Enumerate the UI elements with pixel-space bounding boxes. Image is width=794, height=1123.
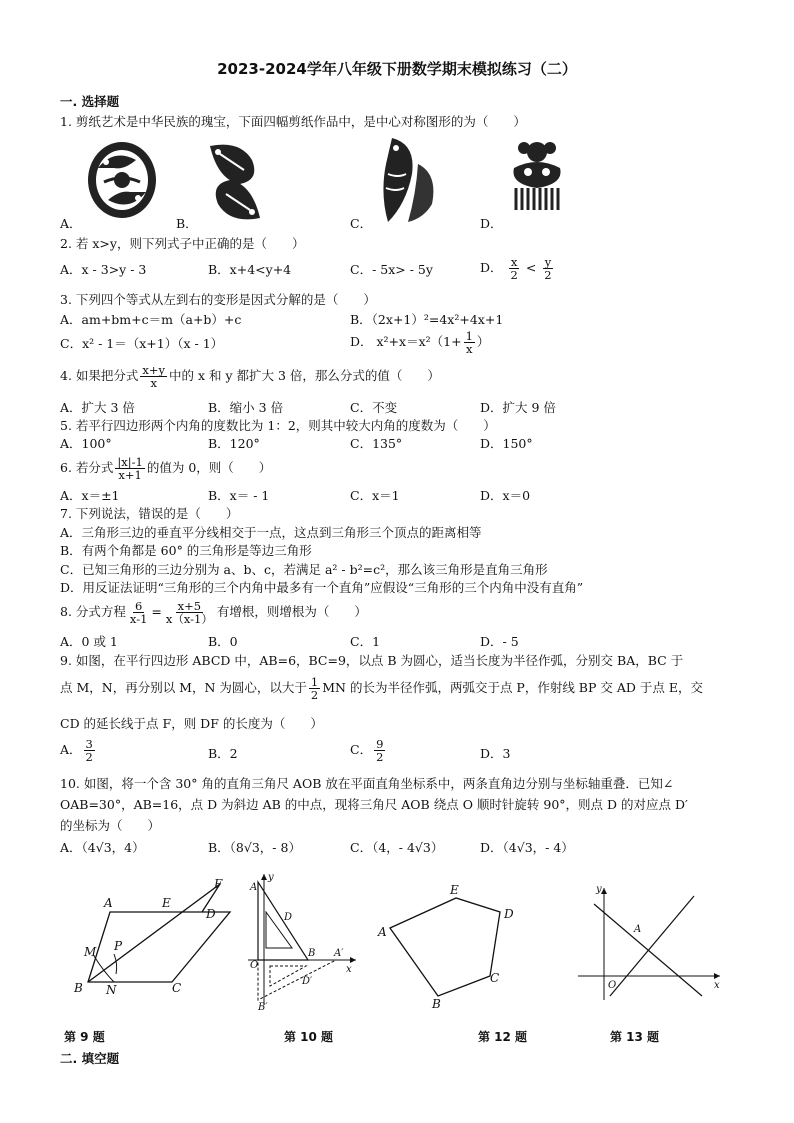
section-heading-fill-blank: 二. 填空题 [60, 1051, 120, 1066]
q6-stem: 6. 若分式 $\frac{|x|-1}{x+1}$ 的值为 0，则（ ） [60, 455, 272, 482]
q2-option-a: A．x - 3>y - 3 [60, 262, 147, 277]
fig10-label-x: x [346, 964, 352, 975]
q4-option-b: B．缩小 3 倍 [208, 400, 284, 415]
caption-figure-13: 第 13 题 [610, 1030, 660, 1044]
q2-option-d: D． $\frac{x}{2}$ < $\frac{y}{2}$ [480, 255, 552, 282]
q10-option-d: D．（4√3，- 4） [480, 840, 574, 855]
q4-fraction: $\frac{x+y}{x}$ [142, 363, 166, 390]
q1-option-a: A． [60, 216, 82, 231]
papercut-carp-image [372, 134, 442, 226]
q7-stem: 7. 下列说法，错误的是（ ） [60, 506, 239, 521]
q6-option-c: C．x＝1 [350, 488, 400, 503]
fig13-label-o: O [608, 980, 617, 991]
fig13-label-y: y [596, 884, 602, 895]
q8-option-a: A．0 或 1 [60, 634, 118, 649]
q3-option-b: B．（2x+1）²=4x²+4x+1 [350, 312, 504, 327]
q7-option-a: A．三角形三边的垂直平分线相交于一点，这点到三角形三个顶点的距离相等 [60, 525, 482, 540]
caption-figure-12: 第 12 题 [478, 1030, 528, 1044]
q8-fraction-left: $\frac{6}{x-1}$ [129, 599, 148, 626]
fig10-label-d: D [284, 912, 293, 923]
papercut-fish-circle-image [84, 138, 160, 222]
fig10-label-b: B [308, 948, 316, 959]
fig13-label-x: x [714, 980, 720, 991]
q9-line2: 点 M，N，再分别以 M，N 为圆心，以大于 $\frac{1}{2}$ MN 的长为半径作弧，两弧交于点 P，作射线 BP 交 AD 于点 E，交 [60, 675, 703, 702]
figure-9-parallelogram [70, 874, 240, 1004]
q3-option-c: C．x² - 1＝（x+1）（x - 1） [60, 336, 224, 351]
fig9-label-a: A [104, 896, 113, 910]
fig9-label-f: F [214, 877, 223, 891]
q1-option-b: B． [176, 216, 198, 231]
fig9-label-p: P [114, 939, 123, 953]
q7-option-d: D．用反证法证明“三角形的三个内角中最多有一个直角”应假设“三角形的三个内角中没有直角” [60, 580, 584, 595]
fig9-label-b: B [74, 981, 83, 995]
page-title: 2023-2024学年八年级下册数学期末模拟练习（二） [217, 60, 577, 78]
q10-option-b: B．（8√3，- 8） [208, 840, 301, 855]
papercut-fish-pair-image [200, 140, 270, 224]
caption-figure-10: 第 10 题 [284, 1030, 334, 1044]
q9-fraction-half: $\frac{1}{2}$ [310, 675, 319, 702]
q6-option-d: D．x＝0 [480, 488, 531, 503]
q8-fraction-right: $\frac{x+5}{x(x-1)}$ [165, 599, 213, 626]
figure-10-triangle-rotation [244, 868, 360, 1012]
fig10-label-y: y [268, 872, 274, 883]
fig12-label-d: D [504, 907, 514, 921]
q10-line2: OAB=30°，AB=16，点 D 为斜边 AB 的中点，现将三角尺 AOB 绕点 O 顺时针旋转 90°，则点 D 的对应点 D′ [60, 797, 688, 812]
q5-option-b: B．120° [208, 436, 260, 451]
fig10-label-d-prime: D′ [302, 976, 313, 987]
q9-option-b: B．2 [208, 746, 238, 761]
q9-option-c: C． $\frac{9}{2}$ [350, 737, 384, 764]
fig10-label-b-prime: B′ [258, 1002, 268, 1012]
fig12-label-e: E [450, 883, 459, 897]
q8-stem: 8. 分式方程 $\frac{6}{x-1}$ = $\frac{x+5}{x(x-1)}$ 有增根，则增根为（ ） [60, 599, 367, 626]
q5-stem: 5. 若平行四边形两个内角的度数比为 1：2，则其中较大内角的度数为（ ） [60, 418, 496, 433]
q10-option-c: C．（4，- 4√3） [350, 840, 444, 855]
q10-line3: 的坐标为（ ） [60, 818, 161, 833]
q6-option-a: A．x＝±1 [60, 488, 120, 503]
q1-option-c: C． [350, 216, 373, 231]
fig13-label-a: A [634, 924, 642, 935]
q2-fraction-left: $\frac{x}{2}$ [510, 255, 518, 282]
fig12-label-b: B [432, 997, 441, 1011]
fig9-label-c: C [172, 981, 182, 995]
q10-line1: 10. 如图，将一个含 30° 角的直角三角尺 AOB 放在平面直角坐标系中，两条直角边分别与坐标轴重叠．已知∠ [60, 776, 674, 791]
q4-option-c: C．不变 [350, 400, 398, 415]
q7-option-c: C．已知三角形的三边分别为 a、b、c，若满足 a² - b²=c²，那么该三角形是直角三角形 [60, 562, 548, 577]
q10-option-a: A．（4√3，4） [60, 840, 145, 855]
q3-fraction: $\frac{1}{x}$ [465, 329, 473, 356]
q9-option-d: D．3 [480, 746, 511, 761]
fig9-label-m: M [84, 945, 97, 959]
fig9-label-e: E [162, 896, 171, 910]
q4-option-a: A．扩大 3 倍 [60, 400, 135, 415]
q5-option-a: A．100° [60, 436, 112, 451]
q4-stem: 4. 如果把分式 $\frac{x+y}{x}$ 中的 x 和 y 都扩大 3 倍，那么分式的值（ ） [60, 363, 440, 390]
caption-figure-9: 第 9 题 [64, 1030, 105, 1044]
fig12-label-c: C [490, 971, 500, 985]
q6-fraction: $\frac{|x|-1}{x+1}$ [117, 455, 143, 482]
fig9-label-d: D [206, 907, 216, 921]
q9-line1: 9. 如图，在平行四边形 ABCD 中，AB=6，BC=9，以点 B 为圆心，适当长度为半径作弧，分别交 BA，BC 于 [60, 653, 684, 668]
q1-option-d: D． [480, 216, 503, 231]
q2-fraction-right: $\frac{y}{2}$ [544, 255, 552, 282]
figure-12-pentagon [374, 882, 524, 1012]
fig10-label-a: A [250, 882, 258, 893]
q2-option-b: B．x+4<y+4 [208, 262, 292, 277]
q5-option-c: C．135° [350, 436, 403, 451]
q9-line3: CD 的延长线于点 F，则 DF 的长度为（ ） [60, 716, 323, 731]
section-heading-choice: 一. 选择题 [60, 94, 120, 109]
q4-option-d: D．扩大 9 倍 [480, 400, 556, 415]
q9-option-a-fraction: $\frac{3}{2}$ [85, 737, 93, 764]
q7-option-b: B．有两个角都是 60° 的三角形是等边三角形 [60, 543, 312, 558]
fig10-label-a-prime: A′ [334, 948, 344, 959]
q6-option-b: B．x＝ - 1 [208, 488, 270, 503]
q9-option-a: A． $\frac{3}{2}$ [60, 737, 93, 764]
q2-option-d-label: D． [480, 260, 503, 275]
q1-stem: 1. 剪纸艺术是中华民族的瑰宝，下面四幅剪纸作品中，是中心对称图形的为（ ） [60, 114, 526, 129]
fig10-label-o: O [250, 960, 259, 971]
q5-option-d: D．150° [480, 436, 533, 451]
papercut-goldfish-image [502, 136, 572, 212]
q9-option-c-fraction: $\frac{9}{2}$ [376, 737, 384, 764]
q3-option-a: A．am+bm+c＝m（a+b）+c [60, 312, 242, 327]
q8-option-c: C．1 [350, 634, 381, 649]
q8-option-d: D．- 5 [480, 634, 519, 649]
q3-stem: 3. 下列四个等式从左到右的变形是因式分解的是（ ） [60, 292, 376, 307]
figure-13-two-lines-graph [574, 880, 724, 1008]
fig12-label-a: A [378, 925, 387, 939]
q3-option-d: D． x²+x＝x²（1+ $\frac{1}{x}$ ） [350, 329, 490, 356]
q2-option-c: C．- 5x> - 5y [350, 262, 433, 277]
q8-option-b: B．0 [208, 634, 238, 649]
fig9-label-n: N [106, 983, 117, 997]
q2-stem: 2. 若 x>y，则下列式子中正确的是（ ） [60, 236, 305, 251]
